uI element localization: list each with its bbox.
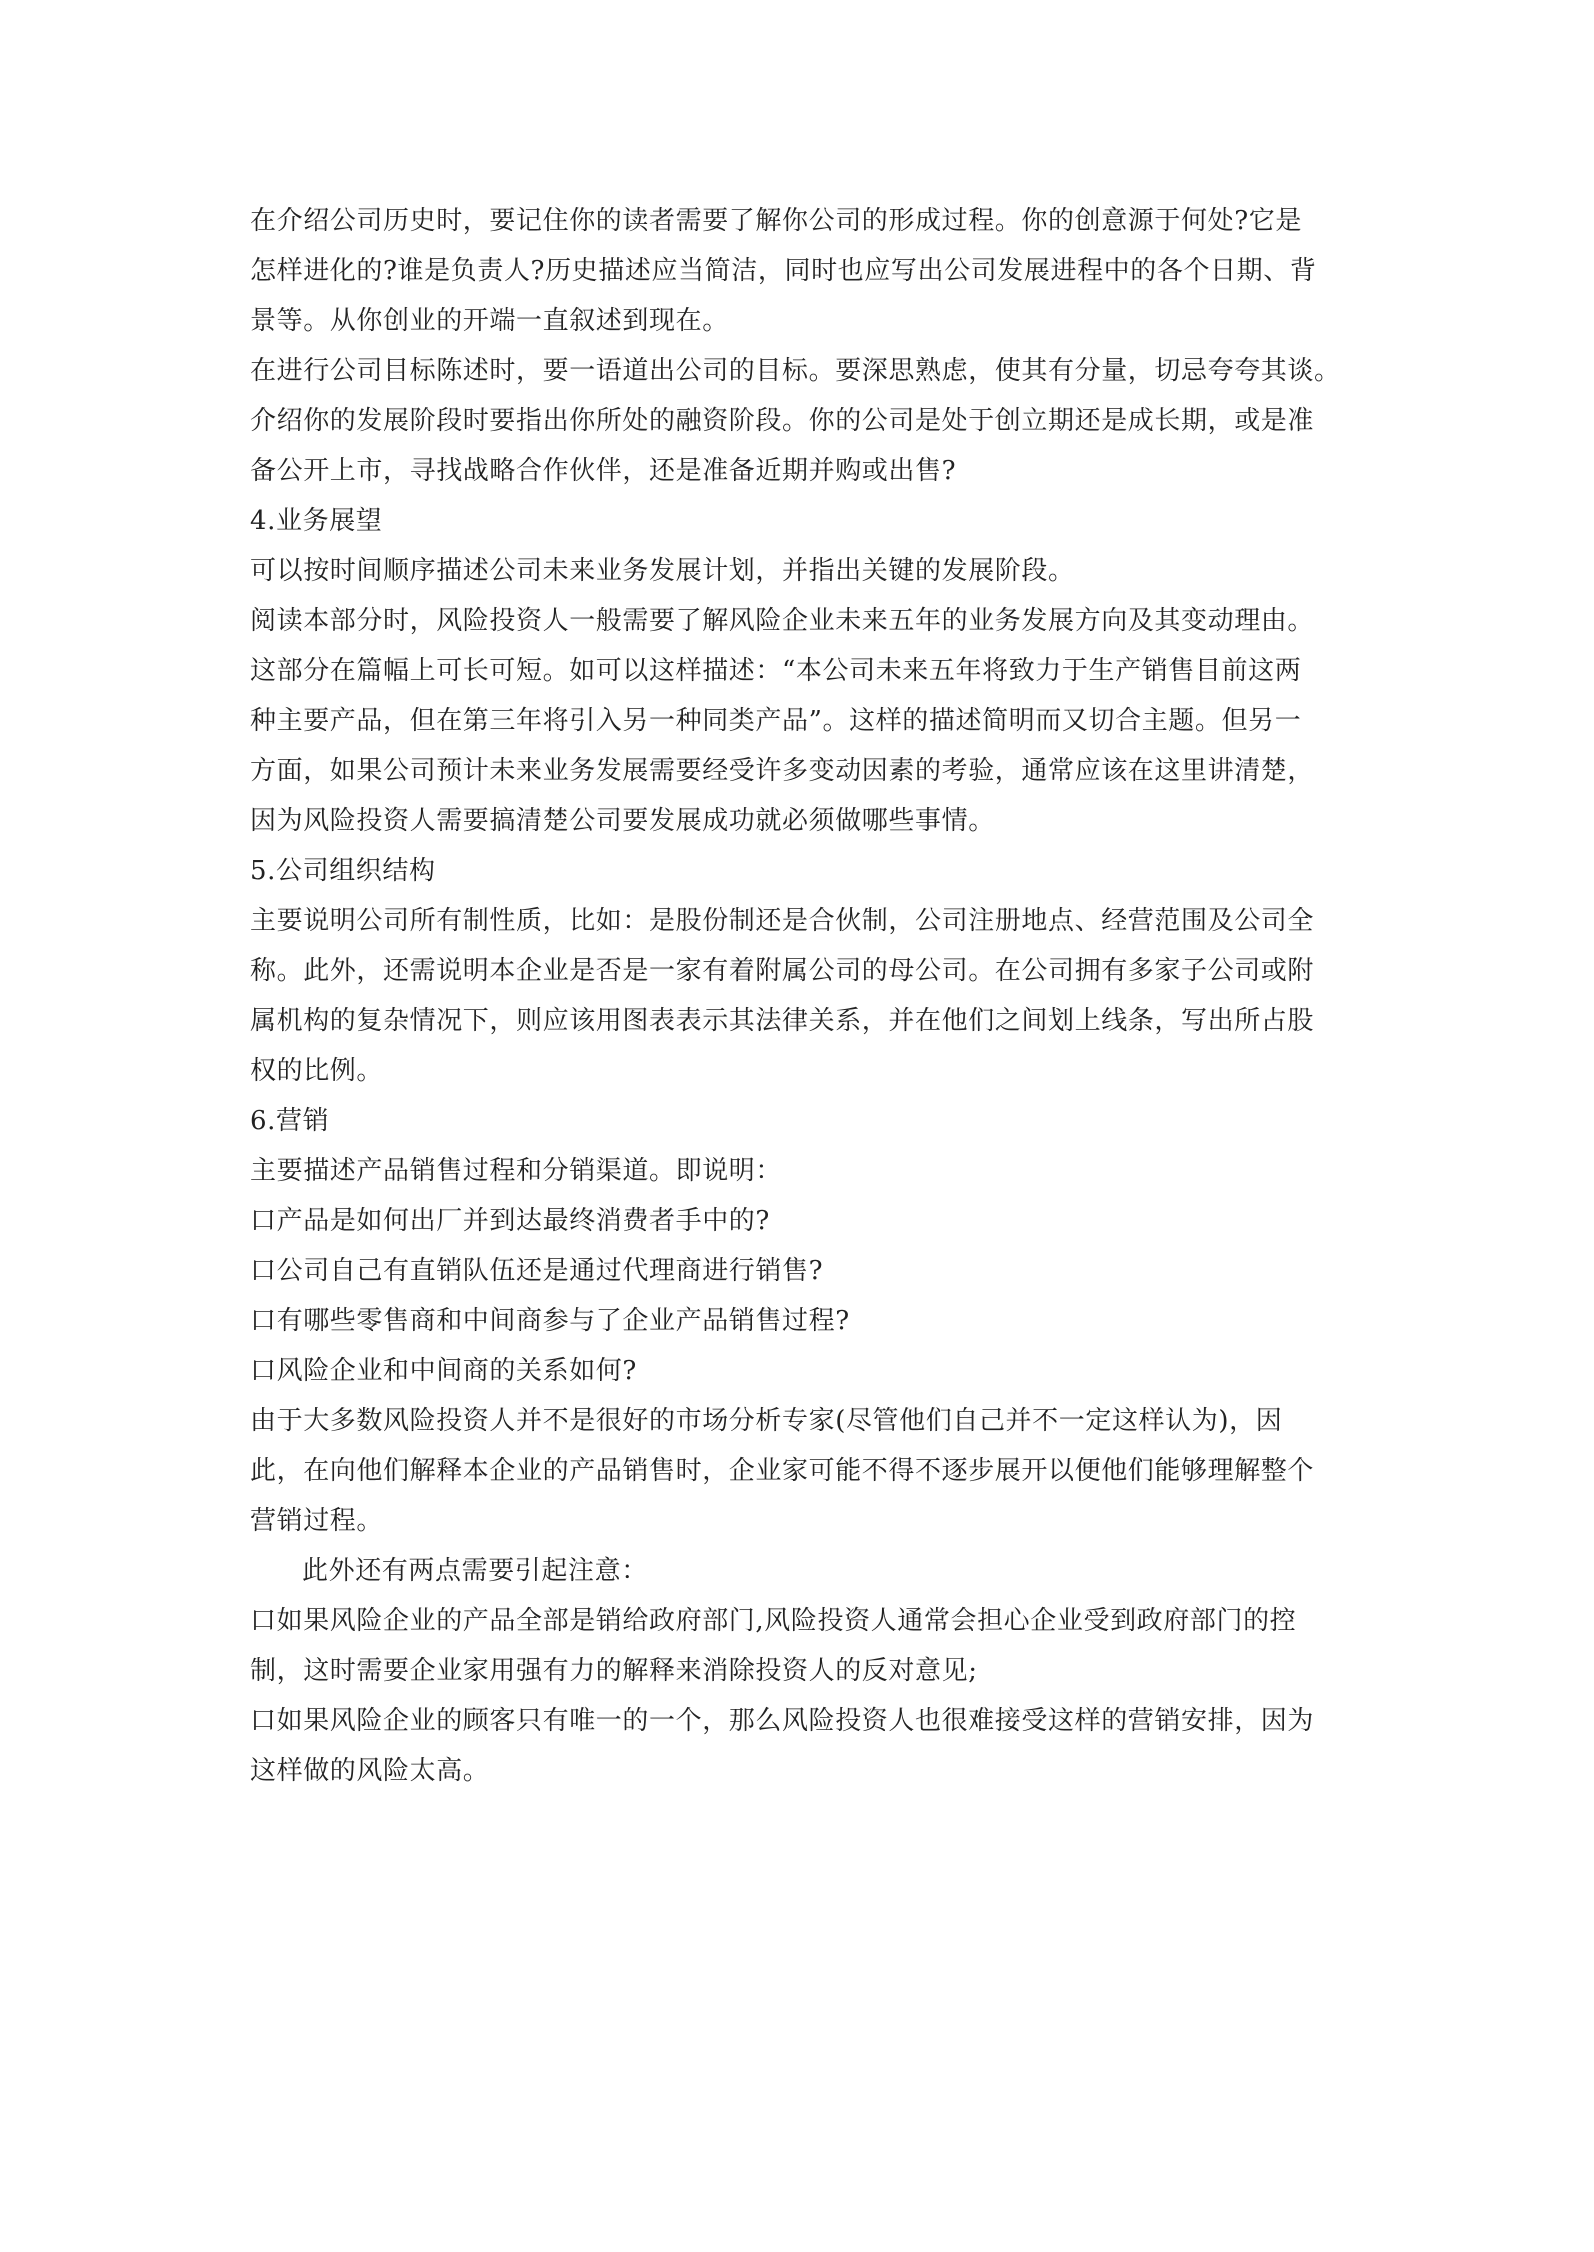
paragraph-line: 景等。从你创业的开端一直叙述到现在。	[250, 306, 729, 336]
paragraph-line: 介绍你的发展阶段时要指出你所处的融资阶段。你的公司是处于创立期还是成长期，或是准	[250, 406, 1315, 436]
paragraph-line: 阅读本部分时，风险投资人一般需要了解风险企业未来五年的业务发展方向及其变动理由。	[250, 606, 1315, 636]
paragraph-line: 备公开上市，寻找战略合作伙伴，还是准备近期并购或出售?	[250, 456, 957, 486]
bullet-item: 口公司自己有直销队伍还是通过代理商进行销售?	[250, 1256, 824, 1286]
paragraph-line: 这部分在篇幅上可长可短。如可以这样描述：“本公司未来五年将致力于生产销售目前这两	[250, 656, 1302, 686]
paragraph-line: 可以按时间顺序描述公司未来业务发展计划，并指出关键的发展阶段。	[250, 556, 1075, 586]
bullet-item: 口有哪些零售商和中间商参与了企业产品销售过程?	[250, 1306, 850, 1336]
paragraph-line: 由于大多数风险投资人并不是很好的市场分析专家(尽管他们自己并不一定这样认为)，因	[250, 1406, 1283, 1436]
paragraph-line: 营销过程。	[250, 1506, 384, 1536]
paragraph-line: 属机构的复杂情况下，则应该用图表表示其法律关系，并在他们之间划上线条，写出所占股	[250, 1006, 1315, 1036]
section-heading: 6.营销	[250, 1106, 330, 1136]
paragraph-line: 称。此外，还需说明本企业是否是一家有着附属公司的母公司。在公司拥有多家子公司或附	[250, 956, 1315, 986]
paragraph-line: 在进行公司目标陈述时，要一语道出公司的目标。要深思熟虑，使其有分量，切忌夸夸其谈。	[250, 356, 1341, 386]
document-body	[250, 196, 1350, 1796]
paragraph-line: 种主要产品，但在第三年将引入另一种同类产品”。这样的描述简明而又切合主题。但另一	[250, 706, 1302, 736]
paragraph-line: 主要说明公司所有制性质，比如：是股份制还是合伙制，公司注册地点、经营范围及公司全	[250, 906, 1315, 936]
paragraph-line: 此，在向他们解释本企业的产品销售时，企业家可能不得不逐步展开以便他们能够理解整个	[250, 1456, 1315, 1486]
section-heading: 4.业务展望	[250, 506, 383, 536]
paragraph-line: 因为风险投资人需要搞清楚公司要发展成功就必须做哪些事情。	[250, 806, 995, 836]
paragraph-line: 制，这时需要企业家用强有力的解释来消除投资人的反对意见;	[250, 1656, 978, 1686]
paragraph-line: 此外还有两点需要引起注意：	[302, 1556, 648, 1586]
paragraph-line: 方面，如果公司预计未来业务发展需要经受许多变动因素的考验，通常应该在这里讲清楚，	[250, 756, 1315, 786]
paragraph-line: 主要描述产品销售过程和分销渠道。即说明：	[250, 1156, 783, 1186]
paragraph-line: 权的比例。	[250, 1056, 384, 1086]
paragraph-line: 这样做的风险太高。	[250, 1756, 490, 1786]
bullet-item: 口如果风险企业的产品全部是销给政府部门,风险投资人通常会担心企业受到政府部门的控	[250, 1606, 1297, 1636]
bullet-item: 口产品是如何出厂并到达最终消费者手中的?	[250, 1206, 770, 1236]
paragraph-line: 怎样进化的?谁是负责人?历史描述应当简洁，同时也应写出公司发展进程中的各个日期、背	[250, 256, 1317, 286]
paragraph-line: 在介绍公司历史时，要记住你的读者需要了解你公司的形成过程。你的创意源于何处?它是	[250, 206, 1302, 236]
section-heading: 5.公司组织结构	[250, 856, 436, 886]
bullet-item: 口如果风险企业的顾客只有唯一的一个，那么风险投资人也很难接受这样的营销安排，因为	[250, 1706, 1315, 1736]
bullet-item: 口风险企业和中间商的关系如何?	[250, 1356, 637, 1386]
